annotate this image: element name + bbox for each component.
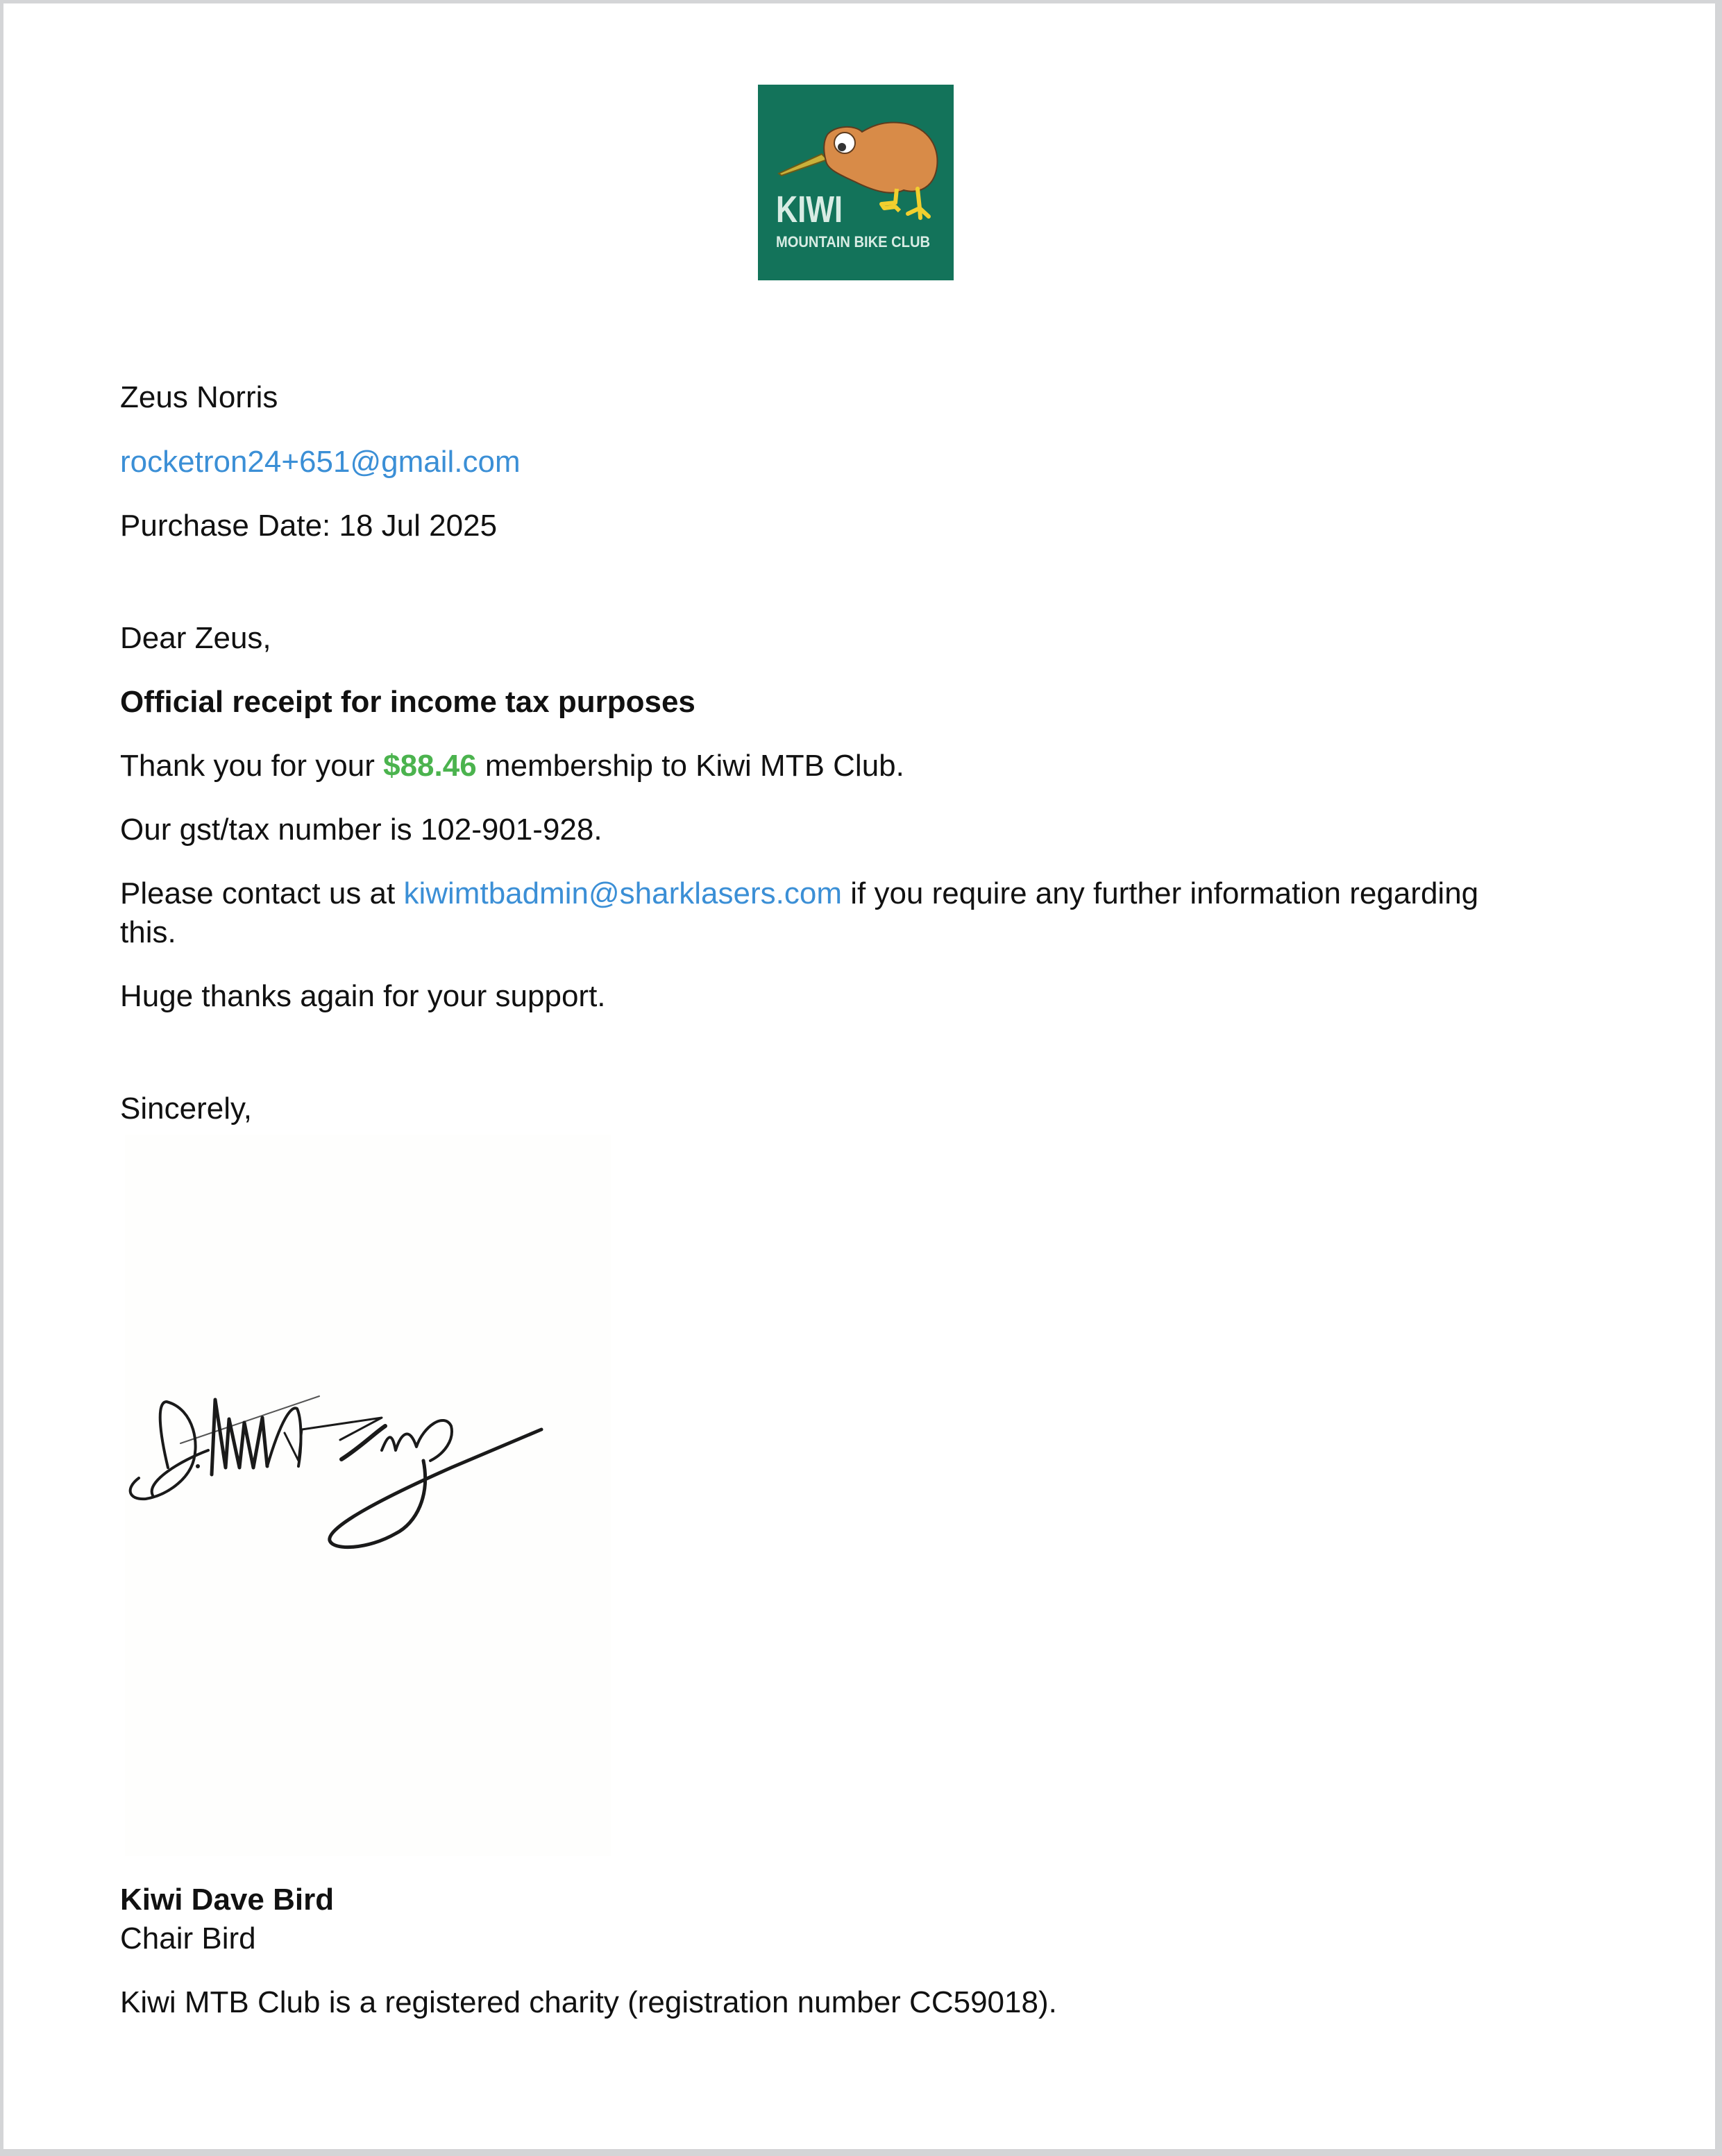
thanks-line	[120, 747, 904, 786]
logo-title: KIWI	[776, 189, 843, 230]
purchase-date	[120, 507, 497, 545]
contact-paragraph	[120, 874, 1543, 952]
greeting: Dear Zeus,	[120, 621, 271, 655]
signature-image	[125, 1135, 611, 1856]
contact-suffix: if you require any further information regarding this.	[120, 876, 1479, 949]
thanks-suffix: membership to Kiwi MTB Club.	[484, 749, 904, 783]
charity-note: Kiwi MTB Club is a registered charity (registration number CC59018).	[120, 1985, 1057, 2019]
signatory-title: Chair Bird	[120, 1921, 256, 1955]
contact-prefix: Please contact us at	[120, 876, 396, 910]
logo-subtitle: MOUNTAIN BIKE CLUB	[776, 233, 930, 251]
kiwi-bird-icon	[758, 85, 954, 280]
thanks-prefix: Thank you for your	[120, 749, 375, 783]
receipt-page	[3, 3, 1715, 2149]
recipient-email-link[interactable]: rocketron24+651@gmail.com	[120, 445, 521, 479]
purchase-date-value: 18 Jul 2025	[339, 509, 498, 543]
tax-number-line: Our gst/tax number is 102-901-928.	[120, 813, 602, 847]
closing-thanks: Huge thanks again for your support.	[120, 979, 606, 1013]
recipient-name: Zeus Norris	[120, 380, 278, 414]
signature-icon	[125, 1135, 611, 1856]
sign-off: Sincerely,	[120, 1092, 252, 1126]
purchase-date-label: Purchase Date:	[120, 509, 331, 543]
club-logo	[758, 85, 954, 280]
signatory-name: Kiwi Dave Bird	[120, 1883, 335, 1917]
membership-amount: $88.46	[383, 749, 477, 783]
contact-email-link[interactable]: kiwimtbadmin@sharklasers.com	[403, 876, 842, 910]
receipt-heading: Official receipt for income tax purposes	[120, 685, 695, 719]
